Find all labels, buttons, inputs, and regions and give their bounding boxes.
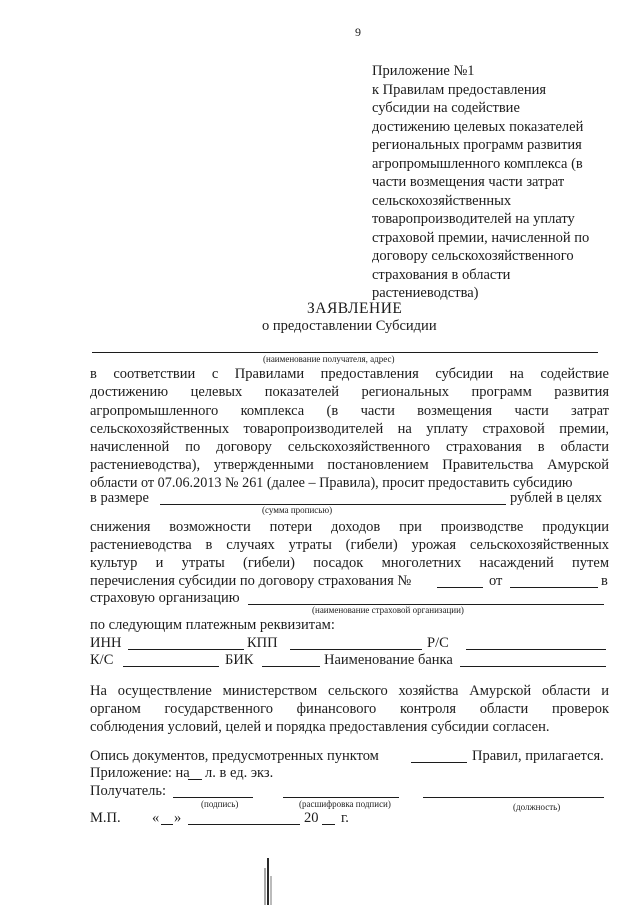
appendix-line: субсидии на содействие xyxy=(372,100,520,116)
paragraph-line: сельскохозяйственных товаропроизводителей на уплату страховой премии, xyxy=(90,421,609,437)
date-year-suffix: г. xyxy=(341,810,349,826)
inventory-label: Опись документов, предусмотренных пунктом xyxy=(90,748,379,764)
ks-label: К/С xyxy=(90,652,114,668)
paragraph-line: области от 07.06.2013 № 261 (далее – Правила), просит предоставить субсидию xyxy=(90,475,573,491)
recipient-field-line xyxy=(92,352,598,353)
signature-line xyxy=(173,797,253,798)
bank-name-label: Наименование банка xyxy=(324,652,453,668)
document-subtitle: о предоставлении Субсидии xyxy=(262,318,437,334)
bank-name-field-line xyxy=(460,666,606,667)
rs-field-line xyxy=(466,649,606,650)
inventory-suffix: Правил, прилагается. xyxy=(472,748,604,764)
paragraph-line: достижению целевых показателей региональных программ развития xyxy=(90,384,609,400)
date-year-line xyxy=(322,824,335,825)
document-title: ЗАЯВЛЕНИЕ xyxy=(307,300,403,317)
appendix-line: Приложение №1 xyxy=(372,63,475,79)
bik-field-line xyxy=(262,666,320,667)
kpp-label: КПП xyxy=(247,635,278,651)
appendix-line: сельскохозяйственных xyxy=(372,193,512,209)
appendix-line: растениеводства) xyxy=(372,285,479,301)
paragraph-line: снижения возможности потери доходов при производстве продукции xyxy=(90,519,609,535)
scan-binding-mark xyxy=(262,858,274,905)
attachment-label: Приложение: на xyxy=(90,765,190,781)
paragraph-line: растениеводства), утвержденными постановлением Правительства Амурской xyxy=(90,457,609,473)
position-caption: (должность) xyxy=(513,802,561,812)
appendix-line: достижению целевых показателей xyxy=(372,119,584,135)
consent-line: На осуществление министерством сельского хозяйства Амурской области и xyxy=(90,683,609,699)
paragraph-line: в соответствии с Правилами предоставления субсидии на содействие xyxy=(90,366,609,382)
position-line xyxy=(423,797,604,798)
recipient-signature-label: Получатель: xyxy=(90,783,167,799)
date-quote-open: « xyxy=(152,810,160,826)
amount-suffix: рублей в целях xyxy=(510,490,603,506)
date-month-line xyxy=(188,824,300,825)
date-quote-close: » xyxy=(174,810,182,826)
kpp-field-line xyxy=(290,649,422,650)
transfer-label: перечисления субсидии по договору страхования № xyxy=(90,573,412,589)
amount-field-line xyxy=(160,504,506,505)
signature-caption: (подпись) xyxy=(201,799,239,809)
attachment-suffix: л. в ед. экз. xyxy=(205,765,274,781)
paragraph-line: начисленной по договору сельскохозяйственного страхования в области xyxy=(90,439,609,455)
appendix-line: к Правилам предоставления xyxy=(372,82,547,98)
rs-label: Р/С xyxy=(427,635,449,651)
requisites-intro: по следующим платежным реквизитам: xyxy=(90,617,335,633)
appendix-line: агропромышленного комплекса (в xyxy=(372,156,583,172)
bik-label: БИК xyxy=(225,652,254,668)
insurer-label: страховую организацию xyxy=(90,590,240,606)
date-day-line xyxy=(161,824,173,825)
page-number: 9 xyxy=(355,25,361,39)
consent-line: соблюдения условий, целей и порядка предоставления субсидии согласен. xyxy=(90,719,550,735)
inventory-point-line xyxy=(411,762,467,763)
paragraph-line: растениеводства в случаях утраты (гибели) урожая сельскохозяйственных xyxy=(90,537,609,553)
appendix-line: страховой премии, начисленной по xyxy=(372,230,590,246)
ks-field-line xyxy=(123,666,219,667)
appendix-line: региональных программ развития xyxy=(372,137,582,153)
amount-label: в размере xyxy=(90,490,149,506)
contract-number-line xyxy=(437,587,483,588)
contract-date-line xyxy=(510,587,598,588)
recipient-caption: (наименование получателя, адрес) xyxy=(263,354,395,364)
transfer-from-label: от xyxy=(489,573,503,589)
inn-field-line xyxy=(128,649,244,650)
amount-caption: (сумма прописью) xyxy=(262,505,333,515)
stamp-label: М.П. xyxy=(90,810,121,826)
paragraph-line: культур и утраты (гибели) посадок многолетних насаждений путем xyxy=(90,555,609,571)
appendix-line: договору сельскохозяйственного xyxy=(372,248,574,264)
insurer-caption: (наименование страховой организации) xyxy=(312,605,464,615)
appendix-line: части возмещения части затрат xyxy=(372,174,565,190)
appendix-line: страхования в области xyxy=(372,267,511,283)
transfer-to-label: в xyxy=(601,573,608,589)
signature-decoding-caption: (расшифровка подписи) xyxy=(299,799,391,809)
signature-decoding-line xyxy=(283,797,399,798)
paragraph-line: агропромышленного комплекса (в части возмещения части затрат xyxy=(90,403,609,419)
inn-label: ИНН xyxy=(90,635,122,651)
appendix-line: товаропроизводителей на уплату xyxy=(372,211,575,227)
attachment-sheets-line xyxy=(188,779,202,780)
consent-line: органом государственного финансового контроля области проверок xyxy=(90,701,609,717)
date-year-prefix: 20 xyxy=(304,810,319,826)
